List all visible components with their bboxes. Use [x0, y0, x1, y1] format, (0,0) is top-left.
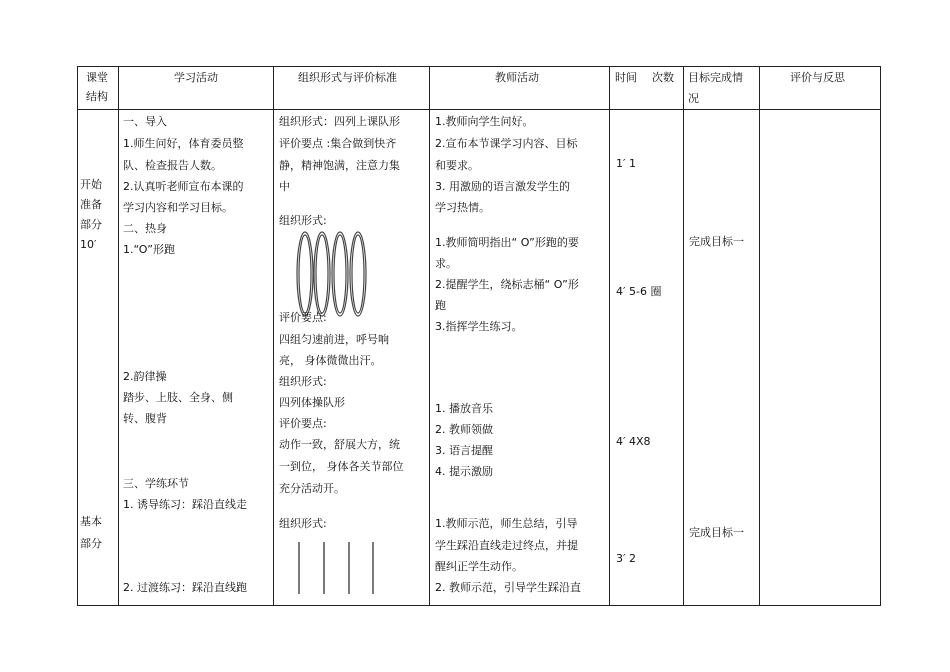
- structure-start-1: 开始: [80, 178, 102, 191]
- org-line: 四组匀速前进，呼号响: [279, 333, 389, 346]
- teacher-line: 3. 用激励的语言激发学生的: [435, 180, 570, 193]
- org-line: 充分活动开。: [279, 482, 345, 495]
- col-line-0: [77, 66, 78, 606]
- straight-line-formation-diagram: [294, 540, 378, 596]
- learning-line: 1.“O”形跑: [123, 243, 175, 256]
- org-line: 动作一致，舒展大方，统: [279, 438, 400, 451]
- header-structure-1: 课堂: [86, 71, 108, 84]
- header-organization: 组织形式与评价标准: [298, 71, 397, 84]
- teacher-line: 4. 提示激励: [435, 465, 493, 478]
- teacher-line: 2. 教师示范，引导学生踩沿直: [435, 581, 581, 594]
- teacher-line: 跑: [435, 299, 446, 312]
- learning-line: 2. 过渡练习：踩沿直线跑: [123, 581, 247, 594]
- header-teacher: 教师活动: [495, 71, 539, 84]
- teacher-line: 3. 语言提醒: [435, 444, 493, 457]
- col-line-3: [429, 66, 430, 606]
- structure-start-3: 部分: [80, 218, 102, 231]
- org-line: 组织形式：四列上课队形: [279, 115, 400, 128]
- learning-line: 队、检查报告人数。: [123, 159, 222, 172]
- structure-start-4: 10′: [80, 238, 97, 251]
- org-line: 中: [279, 180, 290, 193]
- teacher-line: 2.宣布本节课学习内容、目标: [435, 137, 578, 150]
- time-entry: 4′ 4X8: [616, 435, 651, 448]
- teacher-line: 和要求。: [435, 159, 479, 172]
- learning-line: 学习内容和学习目标。: [123, 201, 233, 214]
- header-count: 次数: [652, 71, 674, 84]
- col-line-5: [683, 66, 684, 606]
- teacher-line: 1.教师示范，师生总结，引导: [435, 517, 578, 530]
- teacher-line: 学生踩沿直线走过终点，并提: [435, 539, 578, 552]
- time-entry: 3′ 2: [616, 552, 636, 565]
- learning-line: 2.韵律操: [123, 370, 167, 383]
- structure-basic-2: 部分: [80, 537, 102, 550]
- col-line-2: [273, 66, 274, 606]
- col-line-4: [609, 66, 610, 606]
- teacher-line: 求。: [435, 257, 457, 270]
- learning-line: 1.师生问好，体育委员整: [123, 137, 244, 150]
- org-line: 静，精神饱满，注意力集: [279, 159, 400, 172]
- col-line-6: [759, 66, 760, 606]
- teacher-line: 醒纠正学生动作。: [435, 560, 523, 573]
- teacher-line: 3.指挥学生练习。: [435, 320, 523, 333]
- org-line: 评价要点 :集合做到快齐: [279, 137, 397, 150]
- o-run-formation-diagram: [294, 228, 374, 320]
- learning-line: 三、学练环节: [123, 477, 189, 490]
- teacher-line: 2. 教师领做: [435, 423, 493, 436]
- header-eval: 评价与反思: [790, 71, 845, 84]
- teacher-line: 学习热情。: [435, 201, 490, 214]
- time-entry: 4′ 5-6 圈: [616, 285, 662, 298]
- org-line: 四列体操队形: [279, 396, 345, 409]
- learning-line: 踏步、上肢、全身、侧: [123, 391, 233, 404]
- teacher-line: 1.教师向学生问好。: [435, 115, 534, 128]
- org-line: 组织形式:: [279, 214, 327, 227]
- org-line: 组织形式:: [279, 517, 327, 530]
- teacher-line: 1.教师简明指出“ O”形跑的要: [435, 236, 579, 249]
- header-time: 时间: [615, 71, 637, 84]
- learning-line: 一、导入: [123, 115, 167, 128]
- goal-entry: 完成目标一: [689, 526, 744, 539]
- structure-start-2: 准备: [80, 198, 102, 211]
- teacher-line: 1. 播放音乐: [435, 402, 493, 415]
- structure-basic-1: 基本: [80, 515, 102, 528]
- col-line-1: [118, 66, 119, 606]
- org-line: 一到位， 身体各关节部位: [279, 460, 404, 473]
- org-line: 组织形式:: [279, 375, 327, 388]
- header-goal-2: 况: [688, 92, 699, 105]
- teacher-line: 2.提醒学生，绕标志桶“ O”形: [435, 278, 579, 291]
- learning-line: 2.认真听老师宣布本课的: [123, 180, 244, 193]
- header-goal-1: 目标完成情: [688, 71, 743, 84]
- org-line: 评价要点:: [279, 311, 327, 324]
- org-line: 亮， 身体微微出汗。: [279, 354, 382, 367]
- header-structure-2: 结构: [86, 90, 108, 103]
- header-learning: 学习活动: [174, 71, 218, 84]
- col-line-7: [880, 66, 881, 606]
- time-entry: 1′ 1: [616, 157, 636, 170]
- learning-line: 转、腹背: [123, 412, 167, 425]
- learning-line: 二、热身: [123, 222, 167, 235]
- goal-entry: 完成目标一: [689, 235, 744, 248]
- learning-line: 1. 诱导练习：踩沿直线走: [123, 498, 247, 511]
- org-line: 评价要点:: [279, 417, 327, 430]
